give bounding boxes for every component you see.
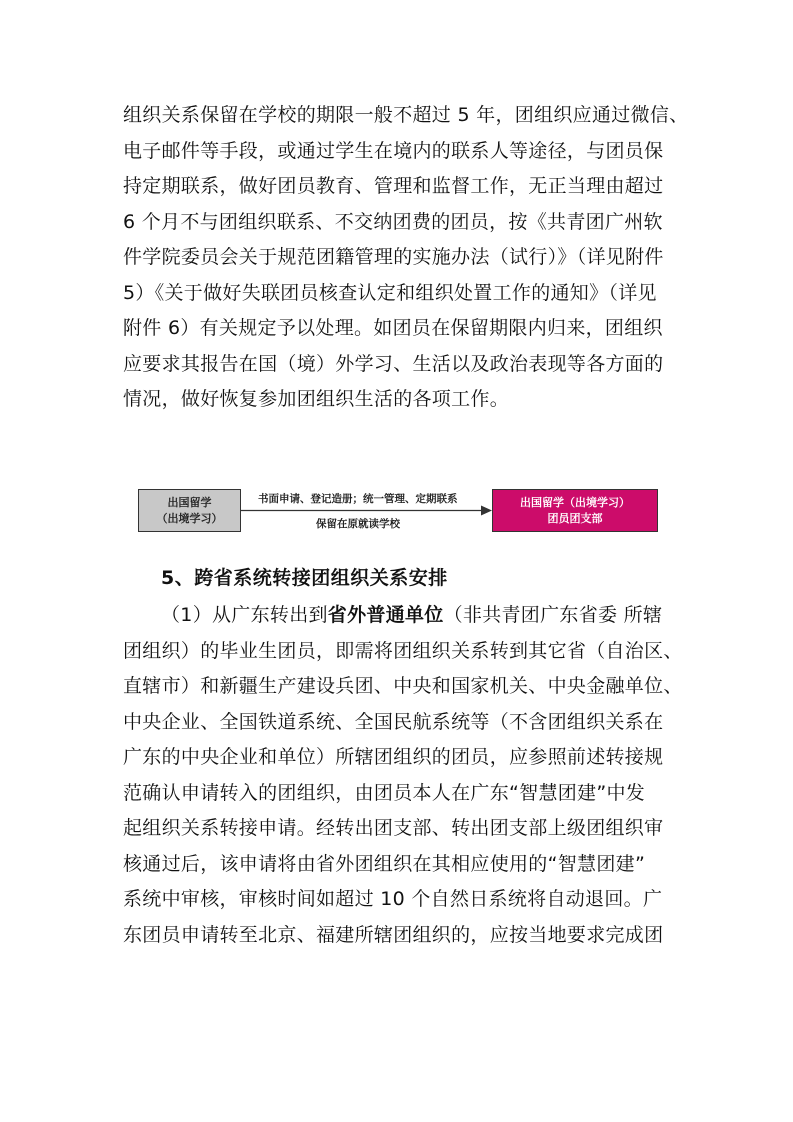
bold-term: 省外普通单位 <box>327 604 444 626</box>
flow-diagram <box>138 489 658 534</box>
text-line: 范确认申请转入的团组织，由团员本人在广东“智慧团建”中发 <box>123 781 646 804</box>
text-line <box>123 598 678 634</box>
arrow-bottom-label: 保留在原就读学校 <box>316 518 400 530</box>
study-abroad-box <box>138 489 241 532</box>
branch-box <box>492 489 658 532</box>
text-line: 中央企业、全国铁道系统、全国民航系统等（不含团组织关系在 <box>123 710 664 733</box>
box-label: 团员团支部 <box>547 511 603 525</box>
text-line: 应要求其报告在国（境）外学习、生活以及政治表现等各方面的 <box>123 352 664 375</box>
text-fragment: （1）从广东转出到 <box>161 604 328 626</box>
arrow-top-label: 书面申请、登记造册；统一管理、定期联系 <box>258 493 458 505</box>
box-label: 出国留学（出境学习） <box>520 495 630 509</box>
text-line: 组织关系保留在学校的期限一般不超过 5 年，团组织应通过微信、 <box>123 104 689 126</box>
text-line: 情况，做好恢复参加团组织生活的各项工作。 <box>123 388 510 410</box>
text-line: 6 个月不与团组织联系、不交纳团费的团员，按《共青团广州软 <box>123 210 663 233</box>
text-line: 核通过后，该申请将由省外团组织在其相应使用的“智慧团建” <box>123 852 646 875</box>
paragraph-transfer <box>123 598 683 953</box>
text-line: 附件 6）有关规定予以处理。如团员在保留期限内归来，团组织 <box>123 317 663 339</box>
text-line: 广东的中央企业和单位）所辖团组织的团员，应参照前述转接规 <box>123 746 664 768</box>
box-label: 出国留学 <box>167 495 212 509</box>
paragraph-retention <box>123 98 689 418</box>
text-line: 团组织）的毕业生团员，即需将团组织关系转到其它省（自治区、 <box>123 639 683 662</box>
text-line: 直辖市）和新疆生产建设兵团、中央和国家机关、中央金融单位、 <box>123 675 683 697</box>
text-line: 持定期联系，做好团员教育、管理和监督工作，无正当理由超过 <box>123 175 664 197</box>
box-label: （出境学习） <box>156 511 223 525</box>
text-fragment: （非共青团广东省委 所辖 <box>443 604 663 626</box>
text-line: 起组织关系转接申请。经转出团支部、转出团支部上级团组织审 <box>123 817 664 839</box>
text-line: 件学院委员会关于规范团籍管理的实施办法（试行）》（详见附件 <box>123 246 664 268</box>
text-line: 电子邮件等手段，或通过学生在境内的联系人等途径，与团员保 <box>123 139 664 162</box>
text-line: 东团员申请转至北京、福建所辖团组织的，应按当地要求完成团 <box>123 923 664 946</box>
section-heading: 5、跨省系统转接团组织关系安排 <box>161 567 448 589</box>
text-line: 5）《关于做好失联团员核查认定和组织处置工作的通知》（详见 <box>123 281 657 304</box>
text-line: 系统中审核，审核时间如超过 10 个自然日系统将自动退回。广 <box>123 888 663 910</box>
